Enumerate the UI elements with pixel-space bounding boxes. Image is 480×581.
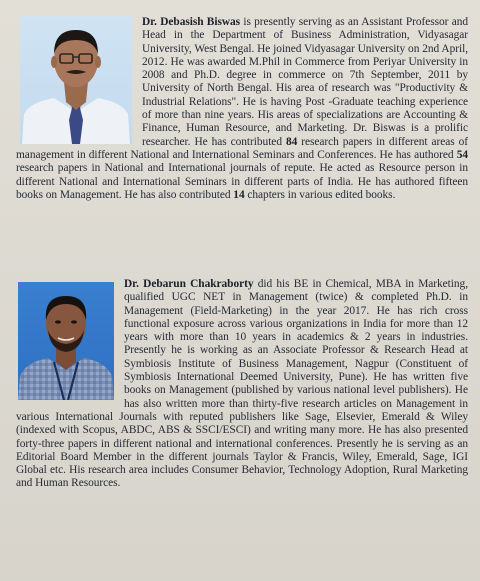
bio-paragraph: did his BE in Chemical, MBA in Marketing, qualified UGC NET in Management (twice) & completed Ph.D. in Management (Field-Marketing) in the year 2017. He has rich cross functional exposure across various organizations in India for more than 12 years with more than 10 years in academics & 2 years in industries. Presently he is working as an Associate Professor & Research Head at Symbiosis Institute of Business Management, Nagpur (Constituent of Symbiosis International Deemed University, Pune). He has written five books on Management (published by various national level publishers). He has also written more than thirty-five research articles on Management in various International Journals with reputed publishers like Sage, Elsevier, Emerald & Wiley (indexed with Scopus, ABDC, ABS & SSCI/ESCI) and writing many more. He has also presented forty-three papers in different national and international conferences. Presently he is serving as an Editorial Board Member in the different journals Taylor & Francis, Wiley, Emerald, Sage, IGI Global etc. His research area includes Consumer Behavior, Technology Adoption, Rural Marketing and Human Resources. xyxy=(16,278,468,490)
portrait-image xyxy=(18,282,114,400)
bio-paragraph: is presently serving as an Assistant Professor and Head in the Department of Business Administration, Vidyasagar University, West Bengal. He joined Vidyasagar University on 2nd April, 2012. He was awarded M.Phil in Commerce from Periyar University in 2008 and Ph.D. degree in commerce on 7th September, 2011 by University of North Bengal. His area of research was "Productivity & Industrial Relations". He is having Post -Graduate teaching experience of more than nine years. His areas of specializations are Accounting & Finance, Human Resource, and Marketing. xyxy=(142,16,469,135)
bio-paragraph: Dr. Biswas is a prolific researcher. He has contributed xyxy=(142,122,468,148)
bio-paragraph: chapters in various edited books. xyxy=(244,188,396,201)
author-bio-debarun-chakraborty xyxy=(16,278,468,491)
author-bio-debasish-biswas xyxy=(16,16,468,202)
author-photo-debasish-biswas xyxy=(20,16,132,144)
research-paper-count: 84 xyxy=(285,135,298,148)
bio-paragraph: research papers in National and International journals of repute. He acted as Resource person in different National and International Seminars in different parts of India. He has authored fifteen books on Management. He has also contributed xyxy=(16,162,468,201)
bio-paragraph: research papers in different areas of management in different National and International Seminars and Conferences. He has authored xyxy=(16,135,468,161)
author-name: Dr. Debarun Chakraborty xyxy=(124,278,254,290)
journal-paper-count: 54 xyxy=(456,148,468,161)
chapter-count: 14 xyxy=(233,188,245,201)
author-photo-debarun-chakraborty xyxy=(18,282,114,400)
author-name: Dr. Debasish Biswas xyxy=(142,16,241,28)
portrait-image xyxy=(20,16,132,144)
